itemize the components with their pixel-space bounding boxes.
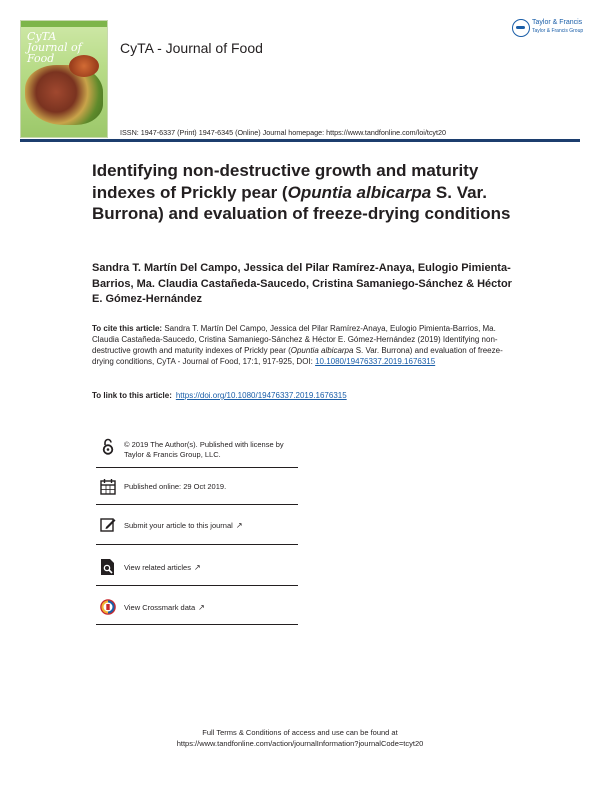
journal-name: CyTA - Journal of Food: [120, 40, 263, 56]
title-species: Opuntia albicarpa: [287, 182, 432, 202]
citation-species: Opuntia albicarpa: [290, 346, 354, 355]
external-link-icon: ↗: [235, 521, 243, 530]
submit-article-link[interactable]: [124, 521, 296, 531]
publisher-brand: Taylor & Francis: [532, 19, 583, 26]
license-text: © 2019 The Author(s). Published with license by Taylor & Francis Group, LLC.: [124, 440, 284, 459]
open-access-icon: [100, 438, 116, 456]
footer-terms: Full Terms & Conditions of access and use can be found at: [202, 728, 398, 737]
citation-text-part1: Sandra T. Martín Del Campo, Jessica del Pilar Ramírez-Anaya, Eulogio Pimienta-Barrios, Ma. Claudia Castañeda-Saucedo, Cristina Samaniego-Sánchez & Héctor E. Gómez-Hernández (2019) Identifying non-destructive growth and maturity indexes of Prickly pear (: [92, 324, 498, 355]
footer-terms-url[interactable]: https://www.tandfonline.com/action/journalInformation?journalCode=tcyt20: [176, 739, 424, 748]
title-part1: Identifying non-destructive growth and maturity indexes of Prickly pear (: [92, 161, 479, 202]
related-articles-label: View related articles: [124, 563, 191, 572]
open-access-row: [96, 438, 298, 464]
publisher-logo-icon: [512, 19, 530, 37]
related-articles-row[interactable]: [96, 558, 298, 578]
related-articles-link[interactable]: [124, 563, 296, 573]
cover-food-photo-detail: [69, 55, 99, 77]
issn-line: [120, 128, 446, 137]
publisher-sub: Taylor & Francis Group: [532, 28, 584, 34]
crossmark-label: View Crossmark data: [124, 603, 196, 612]
article-link-url[interactable]: https://doi.org/10.1080/19476337.2019.1676315: [175, 391, 347, 400]
crossmark-row[interactable]: [96, 598, 298, 618]
citation-text-part2: S. Var. Burrona) and evaluation of freeze-drying conditions, CyTA - Journal of Food, 17:1, 917-925, DOI:: [92, 346, 503, 366]
info-divider-3: [96, 544, 298, 545]
journal-cover-image: [20, 20, 108, 138]
article-title: [92, 160, 512, 225]
info-divider-5: [96, 624, 298, 625]
cover-title-line1: CyTA: [27, 30, 57, 43]
info-divider-4: [96, 585, 298, 586]
article-link-line: [92, 390, 512, 401]
submit-article-label: Submit your article to this journal: [124, 521, 233, 530]
citation-label: To cite this article:: [92, 324, 163, 333]
article-link-label: To link to this article:: [92, 391, 172, 400]
published-date: Published online: 29 Oct 2019.: [124, 482, 227, 491]
title-part2: S. Var. Burrona) and evaluation of freeze-drying conditions: [92, 182, 511, 223]
crossmark-icon: [100, 598, 116, 616]
article-authors: Sandra T. Martín Del Campo, Jessica del Pilar Ramírez-Anaya, Eulogio Pimienta-Barrios, Ma. Claudia Castañeda-Saucedo, Cristina Samaniego-Sánchez & Héctor E. Gómez-Hernández: [92, 262, 512, 305]
info-divider-2: [96, 504, 298, 505]
submit-article-row[interactable]: [96, 516, 298, 536]
related-articles-icon: [100, 558, 116, 576]
info-divider-1: [96, 467, 298, 468]
doi-link[interactable]: 10.1080/19476337.2019.1676315: [315, 357, 436, 366]
issn-text: ISSN: 1947-6337 (Print) 1947-6345 (Online) Journal homepage:: [120, 128, 325, 137]
crossmark-link[interactable]: [124, 603, 296, 613]
cover-top-bar: [21, 21, 107, 27]
external-link-icon: ↗: [198, 603, 205, 612]
journal-homepage-link[interactable]: https://www.tandfonline.com/loi/tcyt20: [326, 128, 447, 137]
citation-block: [92, 323, 512, 367]
published-row: [96, 478, 298, 498]
external-link-icon: ↗: [193, 563, 201, 572]
edit-icon: [100, 516, 116, 534]
publisher-logo[interactable]: [512, 18, 592, 40]
calendar-icon: [100, 478, 116, 496]
header-divider: [20, 139, 580, 142]
cover-title-line2: Journal of Food: [27, 41, 82, 65]
